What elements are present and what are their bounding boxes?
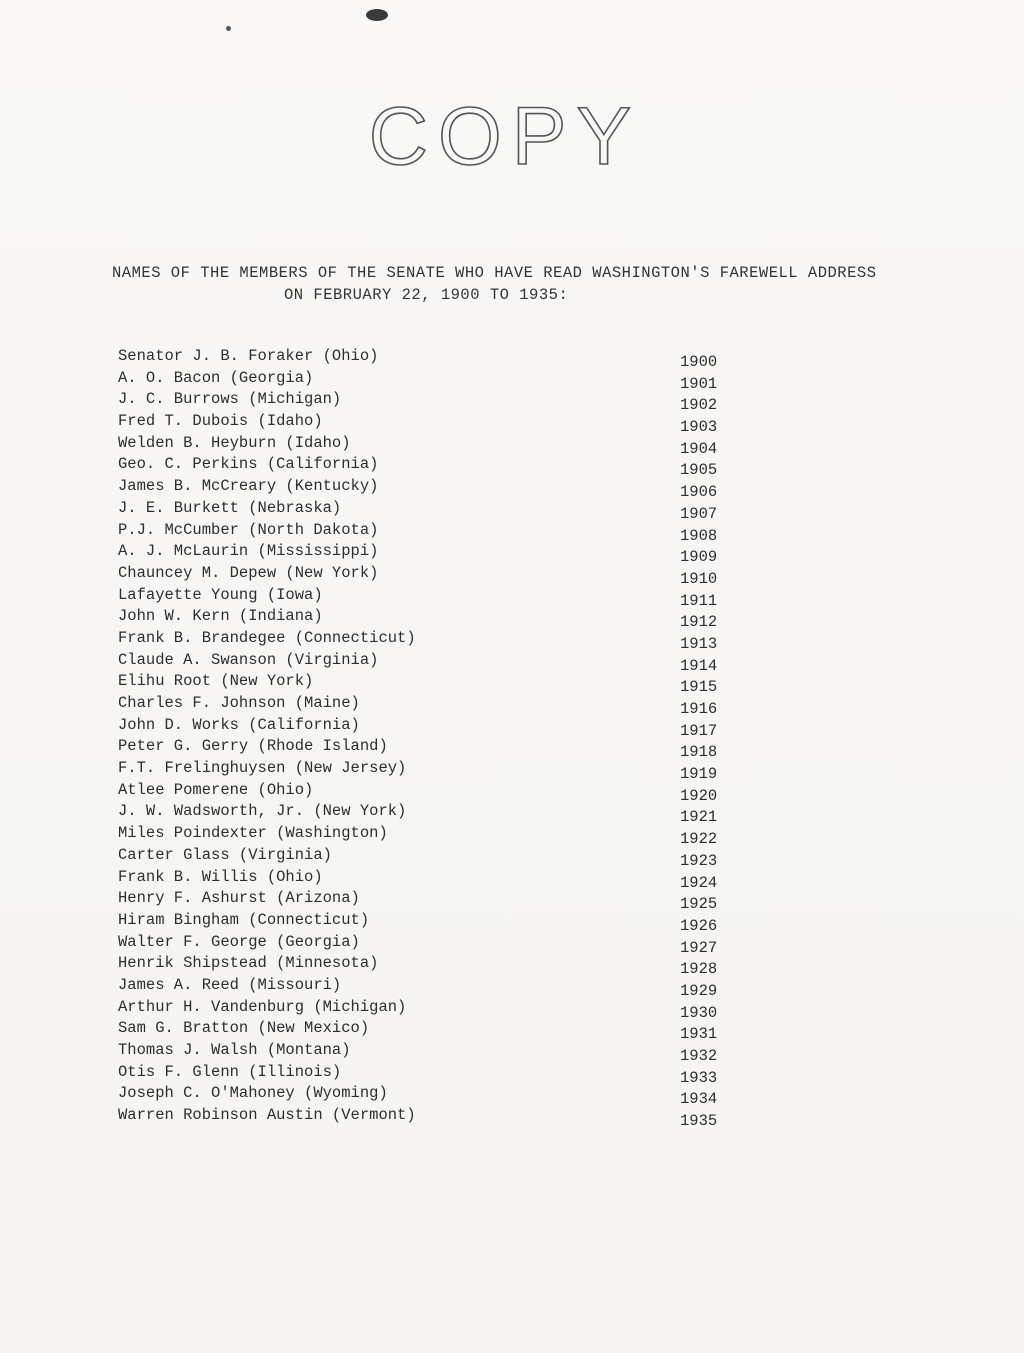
- senator-name: Elihu Root (New York): [118, 672, 314, 691]
- reading-year: 1923: [680, 851, 718, 870]
- senator-list: [118, 346, 758, 1131]
- reading-year: 1927: [680, 938, 718, 957]
- senator-entry: [118, 910, 758, 935]
- senator-entry: [118, 801, 758, 827]
- reading-year: 1916: [680, 700, 718, 718]
- senator-name: P.J. McCumber (North Dakota): [118, 520, 379, 539]
- ink-speck: [226, 26, 231, 31]
- senator-name: Henry F. Ashurst (Arizona): [118, 889, 360, 908]
- senator-entry: [118, 1040, 758, 1065]
- reading-year: 1902: [680, 396, 718, 415]
- senator-entry: [118, 433, 758, 458]
- senator-name: Thomas J. Walsh (Montana): [118, 1041, 351, 1059]
- reading-year: 1922: [680, 830, 718, 849]
- senator-name: F.T. Frelinghuysen (New Jersey): [118, 759, 407, 778]
- reading-year: 1919: [680, 765, 718, 784]
- senator-entry: [118, 932, 758, 957]
- senator-name: Welden B. Heyburn (Idaho): [118, 433, 351, 452]
- senator-entry: [118, 498, 758, 523]
- reading-year: 1910: [680, 569, 718, 588]
- senator-entry: [118, 650, 758, 675]
- senator-name: A. J. McLaurin (Mississippi): [118, 542, 379, 561]
- senator-entry: [118, 606, 758, 632]
- reading-year: 1903: [680, 418, 718, 437]
- senator-entry: [118, 953, 758, 979]
- senator-entry: [118, 476, 758, 502]
- reading-year: 1907: [680, 504, 718, 523]
- senator-entry: [118, 1105, 758, 1131]
- reading-year: 1935: [680, 1112, 718, 1131]
- senator-entry: [118, 888, 758, 914]
- senator-name: Miles Poindexter (Washington): [118, 824, 388, 843]
- senator-name: Lafayette Young (Iowa): [118, 585, 323, 604]
- senator-name: J. W. Wadsworth, Jr. (New York): [118, 802, 407, 821]
- senator-entry: [118, 758, 758, 784]
- reading-year: 1920: [680, 786, 718, 805]
- reading-year: 1932: [680, 1047, 718, 1065]
- punch-mark: [366, 9, 388, 21]
- reading-year: 1900: [680, 353, 718, 371]
- senator-name: James A. Reed (Missouri): [118, 975, 342, 994]
- reading-year: 1928: [680, 960, 718, 979]
- reading-year: 1917: [680, 721, 718, 740]
- senator-entry: [118, 389, 758, 415]
- senator-entry: [118, 1018, 758, 1044]
- reading-year: 1909: [680, 548, 718, 567]
- senator-entry: [118, 780, 758, 805]
- senator-name: John D. Works (California): [118, 715, 360, 734]
- senator-name: Frank B. Willis (Ohio): [118, 867, 323, 886]
- reading-year: 1914: [680, 656, 718, 675]
- senator-name: Carter Glass (Virginia): [118, 845, 332, 864]
- senator-name: Chauncey M. Depew (New York): [118, 563, 379, 582]
- senator-entry: [118, 1083, 758, 1109]
- senator-entry: [118, 975, 758, 1000]
- senator-entry: [118, 541, 758, 567]
- senator-entry: [118, 867, 758, 892]
- senator-name: Claude A. Swanson (Virginia): [118, 650, 379, 669]
- senator-name: Fred T. Dubois (Idaho): [118, 412, 323, 431]
- copy-stamp-text: COPY: [368, 100, 642, 172]
- senator-entry: [118, 520, 758, 545]
- senator-name: Otis F. Glenn (Illinois): [118, 1062, 342, 1081]
- senator-name: J. C. Burrows (Michigan): [118, 390, 342, 409]
- senator-name: Charles F. Johnson (Maine): [118, 694, 360, 712]
- reading-year: 1930: [680, 1003, 718, 1022]
- senator-name: Peter G. Gerry (Rhode Island): [118, 737, 388, 756]
- reading-year: 1908: [680, 526, 718, 545]
- reading-year: 1915: [680, 678, 718, 697]
- reading-year: 1926: [680, 916, 718, 935]
- reading-year: 1912: [680, 613, 718, 632]
- reading-year: 1901: [680, 374, 718, 393]
- senator-entry: [118, 1062, 758, 1087]
- copy-stamp: [360, 100, 650, 172]
- senator-entry: [118, 693, 758, 718]
- senator-entry: [118, 997, 758, 1022]
- reading-year: 1913: [680, 634, 718, 653]
- senator-name: Joseph C. O'Mahoney (Wyoming): [118, 1084, 388, 1103]
- reading-year: 1925: [680, 895, 718, 914]
- reading-year: 1905: [680, 461, 718, 480]
- reading-year: 1918: [680, 743, 718, 762]
- senator-entry: [118, 563, 758, 588]
- senator-name: A. O. Bacon (Georgia): [118, 368, 314, 387]
- senator-name: James B. McCreary (Kentucky): [118, 477, 379, 496]
- senator-entry: [118, 628, 758, 653]
- senator-name: Frank B. Brandegee (Connecticut): [118, 628, 416, 647]
- senator-entry: [118, 736, 758, 762]
- senator-name: J. E. Burkett (Nebraska): [118, 498, 342, 517]
- senator-entry: [118, 671, 758, 697]
- senator-name: Arthur H. Vandenburg (Michigan): [118, 997, 407, 1016]
- senator-name: Senator J. B. Foraker (Ohio): [118, 347, 379, 365]
- heading-line-2: ON FEBRUARY 22, 1900 TO 1935:: [284, 286, 569, 304]
- senator-entry: [118, 454, 758, 480]
- senator-name: Walter F. George (Georgia): [118, 932, 360, 951]
- heading-line-1: NAMES OF THE MEMBERS OF THE SENATE WHO HAVE READ WASHINGTON'S FAREWELL ADDRESS: [112, 264, 877, 282]
- senator-name: Atlee Pomerene (Ohio): [118, 780, 314, 799]
- senator-entry: [118, 715, 758, 740]
- reading-year: 1934: [680, 1090, 718, 1109]
- senator-name: Warren Robinson Austin (Vermont): [118, 1106, 416, 1125]
- senator-entry: [118, 411, 758, 437]
- reading-year: 1929: [680, 981, 718, 1000]
- senator-entry: [118, 845, 758, 870]
- reading-year: 1921: [680, 808, 718, 827]
- senator-entry: [118, 585, 758, 610]
- document-heading: [112, 262, 972, 306]
- senator-entry: [118, 346, 758, 371]
- senator-name: Sam G. Bratton (New Mexico): [118, 1019, 370, 1038]
- reading-year: 1911: [680, 591, 718, 610]
- senator-entry: [118, 368, 758, 393]
- senator-name: Hiram Bingham (Connecticut): [118, 910, 370, 929]
- reading-year: 1924: [680, 873, 718, 892]
- senator-entry: [118, 823, 758, 849]
- reading-year: 1904: [680, 439, 718, 458]
- senator-name: John W. Kern (Indiana): [118, 607, 323, 626]
- senator-name: Henrik Shipstead (Minnesota): [118, 954, 379, 973]
- reading-year: 1906: [680, 483, 718, 502]
- senator-name: Geo. C. Perkins (California): [118, 455, 379, 474]
- reading-year: 1933: [680, 1068, 718, 1087]
- reading-year: 1931: [680, 1025, 718, 1044]
